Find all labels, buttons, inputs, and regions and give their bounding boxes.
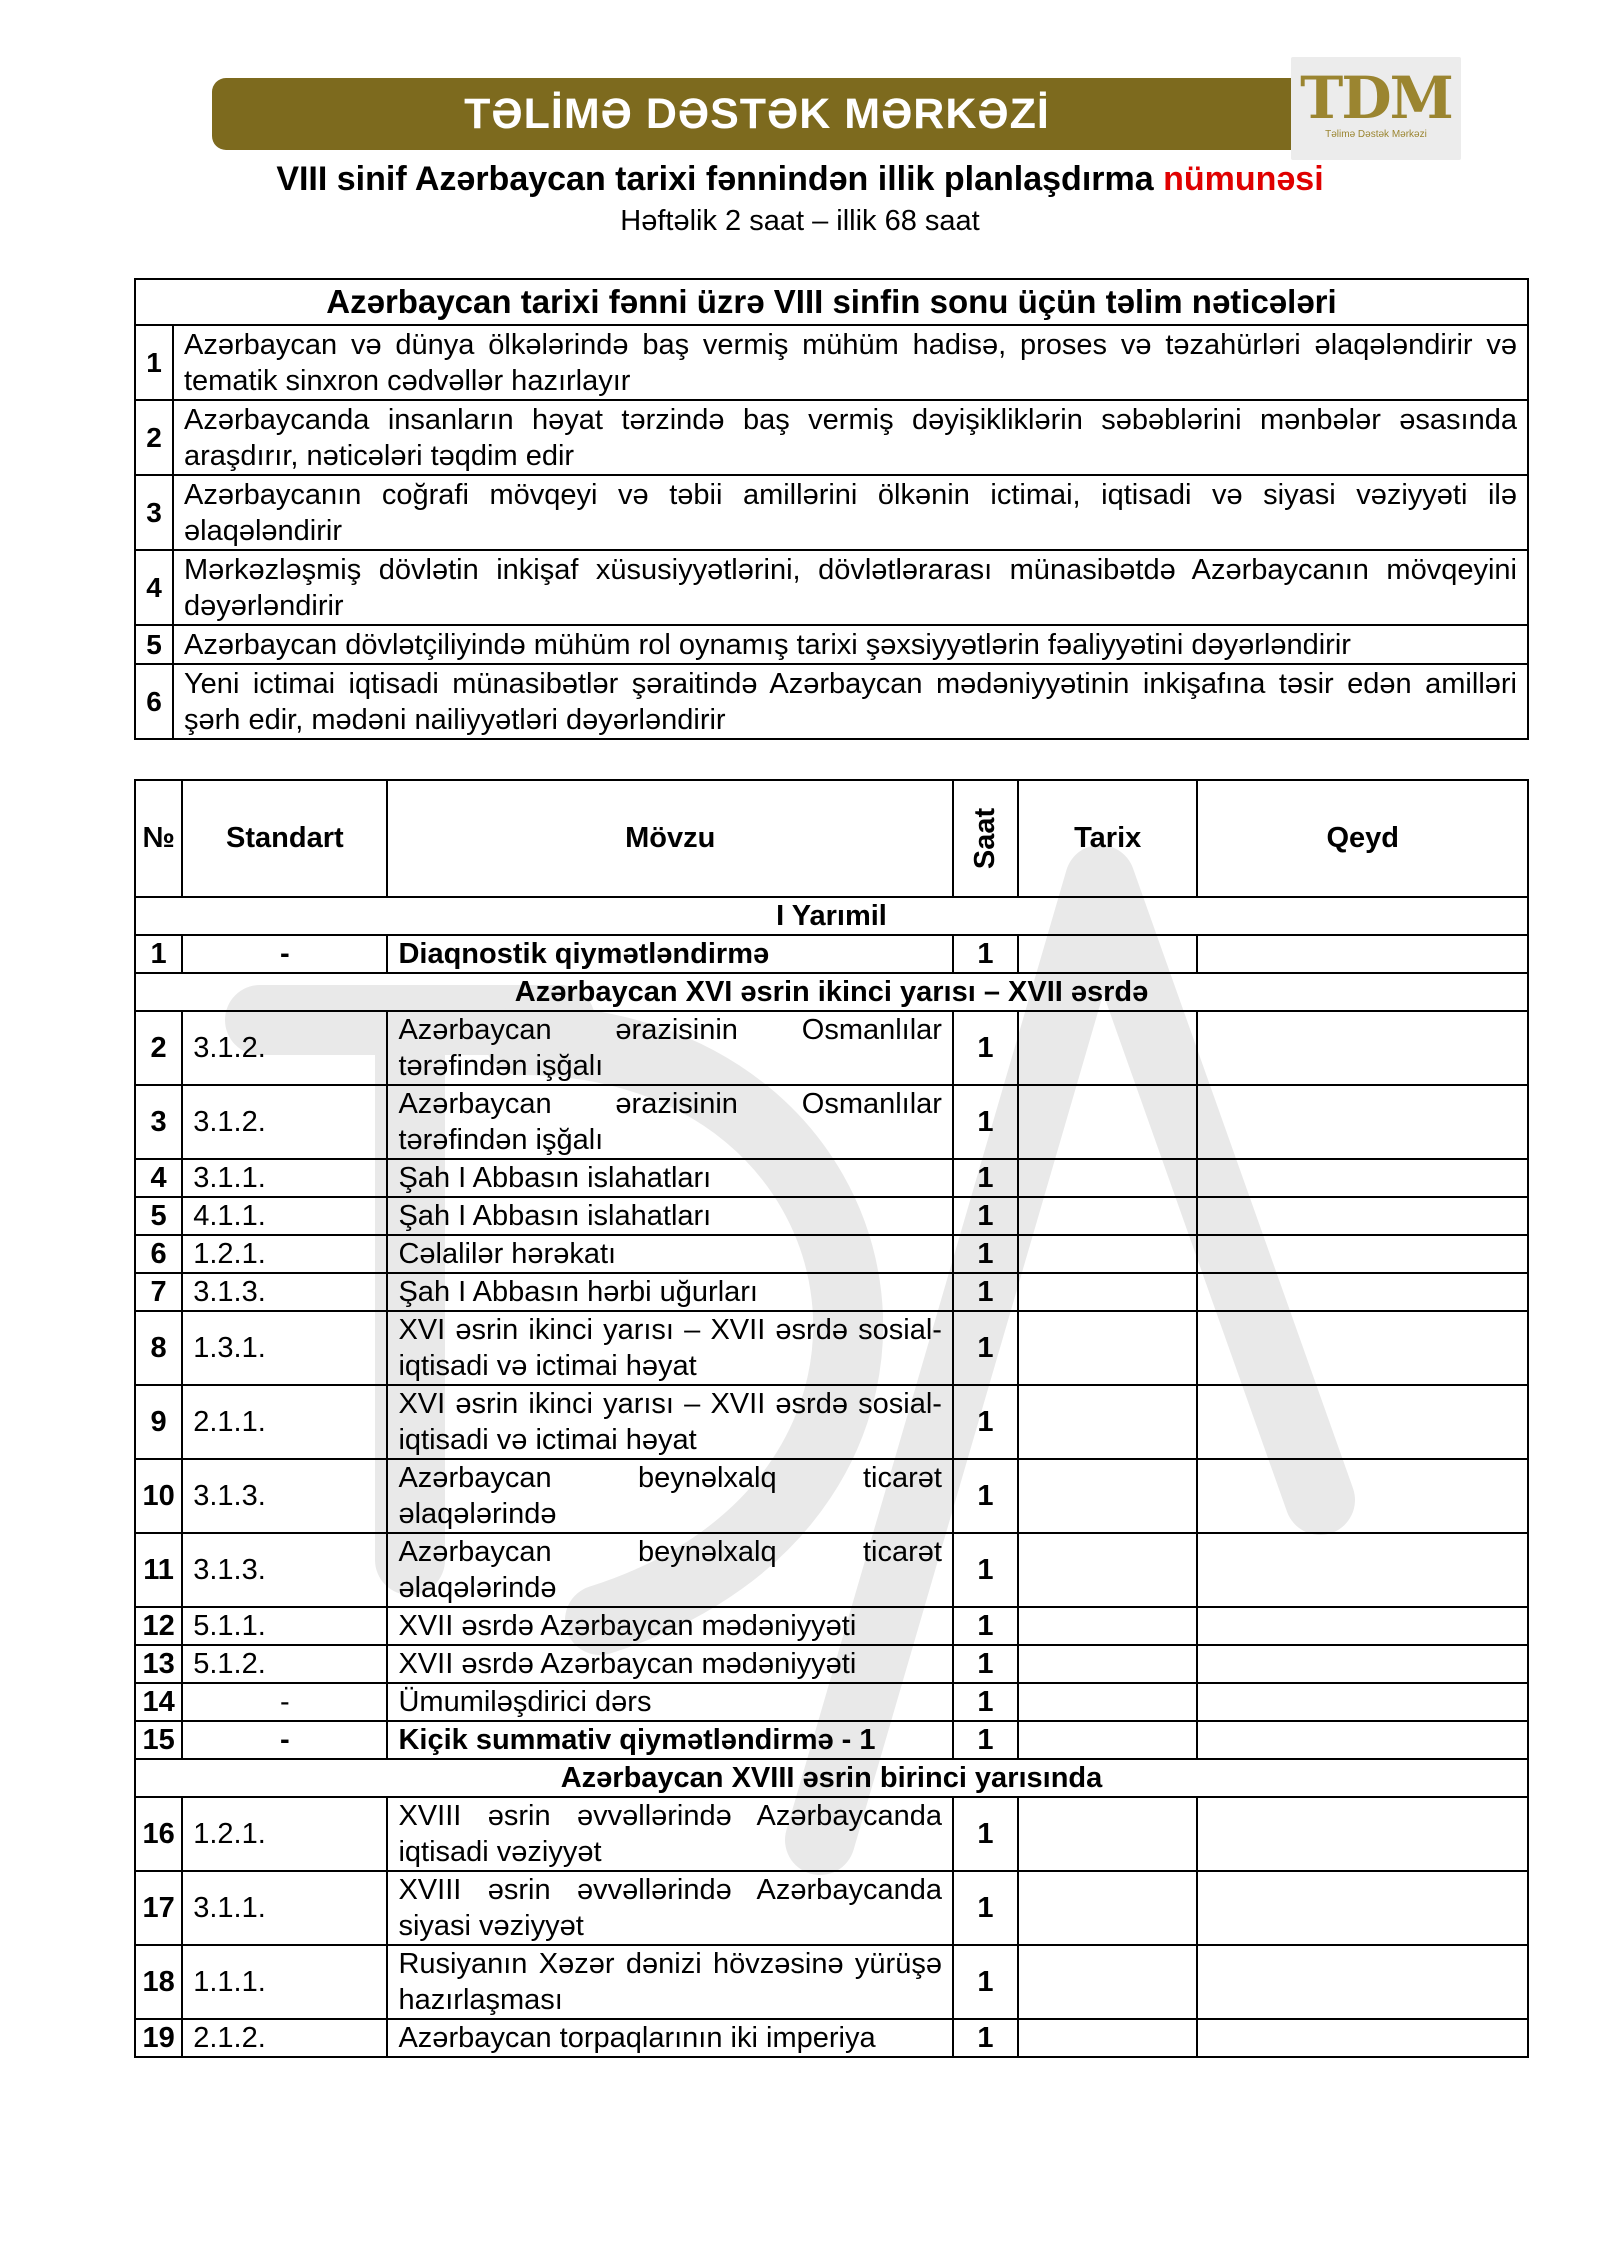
row-tarix <box>1018 1085 1198 1159</box>
outcome-row <box>135 625 1528 664</box>
table-row <box>135 1085 1528 1159</box>
outcome-row <box>135 664 1528 739</box>
saat-label: Saat <box>968 807 1001 870</box>
row-topic: XVII əsrdə Azərbaycan mədəniyyəti <box>387 1645 953 1683</box>
row-tarix <box>1018 1945 1198 2019</box>
row-tarix <box>1018 1385 1198 1459</box>
col-header-no: № <box>135 780 182 897</box>
row-standart: 3.1.2. <box>182 1011 387 1085</box>
row-qeyd <box>1197 1085 1528 1159</box>
table-row <box>135 1683 1528 1721</box>
row-saat: 1 <box>953 1533 1018 1607</box>
row-topic: Azərbaycan beynəlxalq ticarət əlaqələrində <box>387 1459 953 1533</box>
row-saat: 1 <box>953 935 1018 973</box>
row-standart: 3.1.1. <box>182 1871 387 1945</box>
row-number: 17 <box>135 1871 182 1945</box>
outcome-text: Azərbaycan və dünya ölkələrində baş vermiş mühüm hadisə, proses və təzahürləri əlaqələndirir və tematik sinxron cədvəllər hazırlayır <box>173 325 1528 400</box>
table-row <box>135 1459 1528 1533</box>
row-topic: Azərbaycan torpaqlarının iki imperiya <box>387 2019 953 2057</box>
row-standart: 1.2.1. <box>182 1235 387 1273</box>
row-tarix <box>1018 1011 1198 1085</box>
row-qeyd <box>1197 1311 1528 1385</box>
row-topic: Azərbaycan ərazisinin Osmanlılar tərəfindən işğalı <box>387 1011 953 1085</box>
row-number: 14 <box>135 1683 182 1721</box>
table-row <box>135 1945 1528 2019</box>
outcome-number: 3 <box>135 475 173 550</box>
row-topic: Azərbaycan beynəlxalq ticarət əlaqələrində <box>387 1533 953 1607</box>
outcome-row <box>135 400 1528 475</box>
document-title <box>0 160 1600 199</box>
tdm-logo <box>1291 57 1461 160</box>
row-tarix <box>1018 2019 1198 2057</box>
outcome-number: 5 <box>135 625 173 664</box>
row-topic: Şah I Abbasın islahatları <box>387 1197 953 1235</box>
col-header-saat <box>953 780 1018 897</box>
table-row <box>135 1385 1528 1459</box>
row-qeyd <box>1197 1871 1528 1945</box>
row-standart: 3.1.1. <box>182 1159 387 1197</box>
row-saat: 1 <box>953 2019 1018 2057</box>
row-standart: 3.1.3. <box>182 1459 387 1533</box>
row-number: 19 <box>135 2019 182 2057</box>
row-qeyd <box>1197 1235 1528 1273</box>
section-row <box>135 973 1528 1011</box>
row-tarix <box>1018 1273 1198 1311</box>
row-tarix <box>1018 1607 1198 1645</box>
row-number: 2 <box>135 1011 182 1085</box>
row-number: 6 <box>135 1235 182 1273</box>
row-standart: 3.1.3. <box>182 1533 387 1607</box>
outcomes-table <box>134 278 1529 740</box>
row-saat: 1 <box>953 1645 1018 1683</box>
row-tarix <box>1018 1311 1198 1385</box>
row-qeyd <box>1197 1011 1528 1085</box>
row-qeyd <box>1197 1645 1528 1683</box>
row-topic: XVI əsrin ikinci yarısı – XVII əsrdə sosial-iqtisadi və ictimai həyat <box>387 1311 953 1385</box>
row-number: 11 <box>135 1533 182 1607</box>
table-row <box>135 1533 1528 1607</box>
row-tarix <box>1018 1645 1198 1683</box>
row-saat: 1 <box>953 1085 1018 1159</box>
row-standart: 5.1.2. <box>182 1645 387 1683</box>
section-title: Azərbaycan XVI əsrin ikinci yarısı – XVII əsrdə <box>135 973 1528 1011</box>
row-number: 4 <box>135 1159 182 1197</box>
row-standart: 3.1.2. <box>182 1085 387 1159</box>
logo-subtitle: Təlimə Dəstək Mərkəzi <box>1325 129 1427 140</box>
row-standart: 3.1.3. <box>182 1273 387 1311</box>
outcome-number: 1 <box>135 325 173 400</box>
row-qeyd <box>1197 1459 1528 1533</box>
table-row <box>135 1645 1528 1683</box>
row-standart: 5.1.1. <box>182 1607 387 1645</box>
row-topic: Azərbaycan ərazisinin Osmanlılar tərəfindən işğalı <box>387 1085 953 1159</box>
row-saat: 1 <box>953 1459 1018 1533</box>
row-qeyd <box>1197 1385 1528 1459</box>
row-saat: 1 <box>953 1683 1018 1721</box>
outcome-row <box>135 550 1528 625</box>
outcome-text: Azərbaycanda insanların həyat tərzində baş vermiş dəyişikliklərin səbəblərini mənbələr əsasında araşdırır, nəticələri təqdim edir <box>173 400 1528 475</box>
outcome-row <box>135 475 1528 550</box>
banner-title: TƏLİMƏ DƏSTƏK MƏRKƏZİ <box>464 90 1050 138</box>
row-standart: - <box>182 1721 387 1759</box>
row-number: 8 <box>135 1311 182 1385</box>
table-row <box>135 1721 1528 1759</box>
row-tarix <box>1018 1797 1198 1871</box>
row-number: 18 <box>135 1945 182 2019</box>
section-title: Azərbaycan XVIII əsrin birinci yarısında <box>135 1759 1528 1797</box>
table-row <box>135 1871 1528 1945</box>
row-topic: Şah I Abbasın hərbi uğurları <box>387 1273 953 1311</box>
table-row <box>135 2019 1528 2057</box>
row-standart: - <box>182 935 387 973</box>
row-topic: XVIII əsrin əvvəllərində Azərbaycanda siyasi vəziyyət <box>387 1871 953 1945</box>
document-subtitle: Həftəlik 2 saat – illik 68 saat <box>620 205 980 237</box>
row-qeyd <box>1197 1197 1528 1235</box>
table-row <box>135 1011 1528 1085</box>
row-tarix <box>1018 1159 1198 1197</box>
row-number: 7 <box>135 1273 182 1311</box>
row-tarix <box>1018 1871 1198 1945</box>
row-saat: 1 <box>953 1011 1018 1085</box>
row-saat: 1 <box>953 1197 1018 1235</box>
row-qeyd <box>1197 1721 1528 1759</box>
table-row <box>135 1273 1528 1311</box>
table-row <box>135 1797 1528 1871</box>
row-topic: XVII əsrdə Azərbaycan mədəniyyəti <box>387 1607 953 1645</box>
logo-mark: TDM <box>1300 64 1452 132</box>
row-number: 10 <box>135 1459 182 1533</box>
row-qeyd <box>1197 1273 1528 1311</box>
row-number: 5 <box>135 1197 182 1235</box>
row-saat: 1 <box>953 1607 1018 1645</box>
table-row <box>135 1607 1528 1645</box>
row-tarix <box>1018 1533 1198 1607</box>
row-tarix <box>1018 1235 1198 1273</box>
row-saat: 1 <box>953 1871 1018 1945</box>
row-standart: - <box>182 1683 387 1721</box>
row-topic: XVI əsrin ikinci yarısı – XVII əsrdə sosial-iqtisadi və ictimai həyat <box>387 1385 953 1459</box>
outcome-number: 4 <box>135 550 173 625</box>
header-banner <box>212 78 1318 150</box>
row-number: 9 <box>135 1385 182 1459</box>
row-tarix <box>1018 1721 1198 1759</box>
row-topic: Diaqnostik qiymətləndirmə <box>387 935 953 973</box>
row-saat: 1 <box>953 1797 1018 1871</box>
plan-header-row <box>135 780 1528 897</box>
row-tarix <box>1018 1197 1198 1235</box>
col-header-qeyd: Qeyd <box>1197 780 1528 897</box>
row-saat: 1 <box>953 1273 1018 1311</box>
table-row <box>135 1197 1528 1235</box>
row-tarix <box>1018 1459 1198 1533</box>
section-row <box>135 1759 1528 1797</box>
outcome-number: 2 <box>135 400 173 475</box>
col-header-tarix: Tarix <box>1018 780 1198 897</box>
row-saat: 1 <box>953 1385 1018 1459</box>
row-qeyd <box>1197 1159 1528 1197</box>
table-row <box>135 1235 1528 1273</box>
row-saat: 1 <box>953 1945 1018 2019</box>
col-header-standart: Standart <box>182 780 387 897</box>
row-standart: 2.1.2. <box>182 2019 387 2057</box>
row-number: 15 <box>135 1721 182 1759</box>
table-row <box>135 935 1528 973</box>
row-number: 16 <box>135 1797 182 1871</box>
row-tarix <box>1018 1683 1198 1721</box>
outcome-text: Azərbaycan dövlətçiliyində mühüm rol oynamış tarixi şəxsiyyətlərin fəaliyyətini dəyərləndirir <box>173 625 1528 664</box>
outcome-text: Mərkəzləşmiş dövlətin inkişaf xüsusiyyətlərini, dövlətlərarası münasibətdə Azərbaycanın mövqeyini dəyərləndirir <box>173 550 1528 625</box>
table-row <box>135 1159 1528 1197</box>
row-qeyd <box>1197 2019 1528 2057</box>
row-saat: 1 <box>953 1721 1018 1759</box>
row-topic: Kiçik summativ qiymətləndirmə - 1 <box>387 1721 953 1759</box>
col-header-movzu: Mövzu <box>387 780 953 897</box>
row-standart: 1.2.1. <box>182 1797 387 1871</box>
row-standart: 4.1.1. <box>182 1197 387 1235</box>
row-saat: 1 <box>953 1159 1018 1197</box>
outcome-text: Yeni ictimai iqtisadi münasibətlər şəraitində Azərbaycan mədəniyyətinin inkişafına təsir edən amilləri şərh edir, mədəni nailiyyətləri dəyərləndirir <box>173 664 1528 739</box>
row-number: 1 <box>135 935 182 973</box>
plan-table <box>134 779 1529 2058</box>
row-topic: Cəlalilər hərəkatı <box>387 1235 953 1273</box>
row-qeyd <box>1197 1683 1528 1721</box>
row-saat: 1 <box>953 1235 1018 1273</box>
row-qeyd <box>1197 1607 1528 1645</box>
row-number: 12 <box>135 1607 182 1645</box>
row-topic: Rusiyanın Xəzər dənizi hövzəsinə yürüşə hazırlaşması <box>387 1945 953 2019</box>
row-topic: Ümumiləşdirici dərs <box>387 1683 953 1721</box>
section-row <box>135 897 1528 935</box>
outcome-number: 6 <box>135 664 173 739</box>
title-main: VIII sinif Azərbaycan tarixi fənnindən illik planlaşdırma <box>276 160 1164 198</box>
row-topic: XVIII əsrin əvvəllərində Azərbaycanda iqtisadi vəziyyət <box>387 1797 953 1871</box>
row-saat: 1 <box>953 1311 1018 1385</box>
row-topic: Şah I Abbasın islahatları <box>387 1159 953 1197</box>
row-qeyd <box>1197 1533 1528 1607</box>
section-title: I Yarımil <box>135 897 1528 935</box>
row-standart: 1.3.1. <box>182 1311 387 1385</box>
row-qeyd <box>1197 935 1528 973</box>
row-standart: 1.1.1. <box>182 1945 387 2019</box>
row-number: 13 <box>135 1645 182 1683</box>
table-row <box>135 1311 1528 1385</box>
row-number: 3 <box>135 1085 182 1159</box>
row-standart: 2.1.1. <box>182 1385 387 1459</box>
row-tarix <box>1018 935 1198 973</box>
outcome-text: Azərbaycanın coğrafi mövqeyi və təbii amillərini ölkənin ictimai, iqtisadi və siyasi vəziyyəti ilə əlaqələndirir <box>173 475 1528 550</box>
outcome-row <box>135 325 1528 400</box>
outcomes-heading: Azərbaycan tarixi fənni üzrə VIII sinfin sonu üçün təlim nəticələri <box>135 279 1528 325</box>
row-qeyd <box>1197 1797 1528 1871</box>
row-qeyd <box>1197 1945 1528 2019</box>
title-highlight: nümunəsi <box>1163 160 1324 198</box>
